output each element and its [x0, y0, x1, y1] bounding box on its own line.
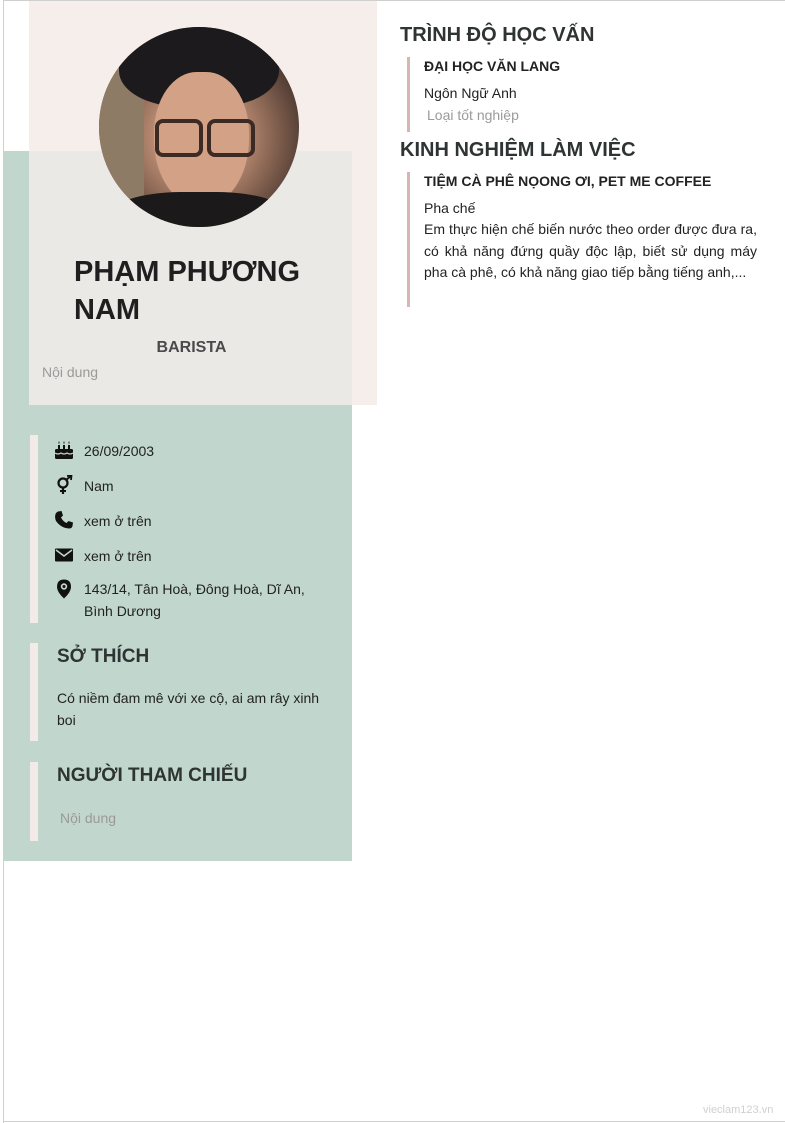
hobbies-accent-bar	[30, 643, 38, 741]
contact-phone	[54, 510, 324, 532]
address-text: 143/14, Tân Hoà, Đông Hoà, Dĩ An, Bình Dương	[84, 581, 305, 619]
contact-info	[30, 435, 340, 623]
profile-name: PHẠM PHƯƠNG NAM	[74, 256, 301, 326]
education-grade-placeholder: Loại tốt nghiệp	[427, 107, 519, 123]
education-accent-bar	[407, 57, 410, 132]
contact-email	[54, 545, 324, 567]
hobbies-title: SỞ THÍCH	[57, 646, 150, 667]
education-school: ĐẠI HỌC VĂN LANG	[424, 58, 561, 74]
job-title: BARISTA	[156, 339, 227, 356]
references-accent-bar	[30, 762, 38, 841]
contact-address	[54, 578, 324, 622]
experience-company: TIỆM CÀ PHÊ NỌONG ƠI, PET ME COFFEE	[424, 173, 712, 189]
references-placeholder: Nội dung	[60, 810, 117, 826]
phone-text: xem ở trên	[84, 513, 152, 529]
contact-gender	[54, 475, 324, 497]
birthday-text: 26/09/2003	[84, 443, 155, 459]
contact-accent-bar	[30, 435, 38, 623]
references-title: NGƯỜI THAM CHIẾU	[57, 765, 248, 786]
birthday-cake-icon	[54, 440, 74, 460]
phone-icon	[54, 510, 74, 530]
experience-accent-bar	[407, 172, 410, 307]
gender-text: Nam	[84, 478, 114, 494]
email-icon	[54, 545, 74, 565]
experience-title: KINH NGHIỆM LÀM VIỆC	[400, 139, 636, 161]
experience-position: Pha chế	[424, 200, 476, 216]
location-pin-icon	[54, 579, 74, 599]
education-title: TRÌNH ĐỘ HỌC VẤN	[400, 24, 595, 46]
summary-placeholder: Nội dung	[42, 364, 99, 380]
email-text: xem ở trên	[84, 548, 152, 564]
hobbies-text: Có niềm đam mê với xe cộ, ai am rây xinh boi	[57, 690, 320, 728]
page-border	[3, 1121, 785, 1122]
watermark: vieclam123.vn	[703, 1104, 774, 1116]
contact-birthday	[54, 440, 324, 462]
education-major: Ngôn Ngữ Anh	[424, 85, 517, 101]
avatar	[99, 27, 299, 227]
experience-description: Em thực hiện chế biến nước theo order được đưa ra, có khả năng đứng quầy độc lập, biết sử dụng máy pha cà phê, có khả năng giao tiếp bằng tiếng anh,...	[424, 221, 757, 280]
gender-icon	[54, 475, 74, 495]
